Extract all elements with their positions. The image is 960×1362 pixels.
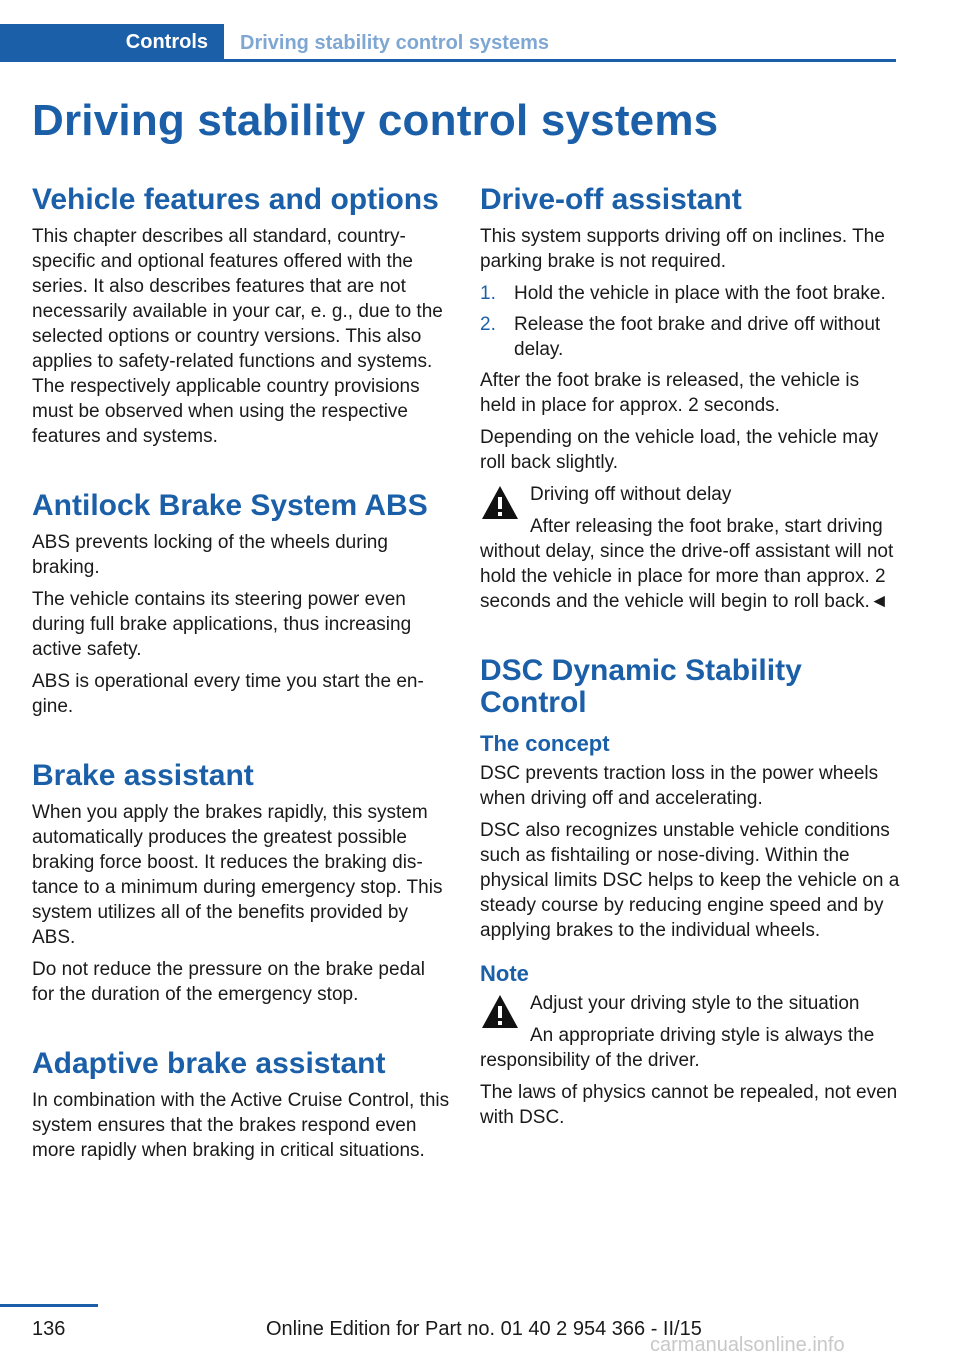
warning-text: After releasing the foot brake, start driving without delay, since the drive-off assistant will not hold the vehicle in place for more than approx. 2 seconds and the vehicle will begin to roll back.◄ bbox=[480, 516, 894, 612]
edition-text: Online Edition for Part no. 01 40 2 954 366 - II/15 bbox=[266, 1318, 702, 1340]
heading-brake-assistant: Brake assistant bbox=[32, 759, 254, 792]
warning-box bbox=[480, 991, 900, 1073]
watermark: carmanualsonline.info bbox=[650, 1334, 845, 1356]
paragraph: In combination with the Active Cruise Control, this system ensures that the brakes respond even more rapidly when braking in critical situations. bbox=[32, 1090, 450, 1161]
warning-triangle-icon bbox=[480, 993, 520, 1031]
warning-triangle-icon bbox=[480, 484, 520, 522]
right-column bbox=[480, 184, 900, 1137]
heading-abs: Antilock Brake System ABS bbox=[32, 489, 428, 522]
subheading-note: Note bbox=[480, 961, 529, 986]
page-title: Driving stability control systems bbox=[32, 96, 719, 145]
list-item-number: 1. bbox=[480, 283, 496, 304]
warning-title: Driving off without delay bbox=[530, 484, 732, 505]
warning-title: Adjust your driving style to the situation bbox=[530, 993, 860, 1014]
paragraph: Depending on the vehicle load, the vehicle may roll back slightly. bbox=[480, 427, 879, 473]
paragraph: DSC prevents traction loss in the power wheels when driving off and accelerating. bbox=[480, 763, 879, 809]
paragraph: When you apply the brakes rapidly, this system automatically produces the greatest possible braking force boost. It reduces the braking distance to a minimum during emergency stop. This system utilizes all of the benefits provided by ABS. bbox=[32, 802, 443, 948]
header-rule bbox=[224, 59, 896, 62]
paragraph: DSC also recognizes unstable vehicle conditions such as fishtailing or nose-diving. Within the physical limits DSC helps to keep the vehicle on a steady course by reducing engine speed and by applying brakes to the individual wheels. bbox=[480, 820, 900, 941]
heading-adaptive-brake-assistant: Adaptive brake assistant bbox=[32, 1047, 386, 1080]
paragraph: ABS is operational every time you start the engine. bbox=[32, 671, 424, 717]
paragraph: This system supports driving off on inclines. The parking brake is not required. bbox=[480, 226, 885, 272]
steps-list bbox=[480, 281, 900, 362]
heading-vehicle-features: Vehicle features and options bbox=[32, 183, 439, 216]
list-item-number: 2. bbox=[480, 314, 496, 335]
page-header bbox=[0, 0, 960, 64]
paragraph: The laws of physics cannot be repealed, not even with DSC. bbox=[480, 1082, 898, 1128]
warning-box bbox=[480, 482, 900, 614]
paragraph: Do not reduce the pressure on the brake pedal for the duration of the emergency stop. bbox=[32, 959, 425, 1005]
left-column bbox=[32, 184, 450, 1170]
heading-drive-off-assistant: Drive-off assistant bbox=[480, 183, 742, 216]
paragraph: This chapter describes all standard, country-specific and optional features offered with the series. It also describes features that are not necessarily available in your car, e. g., due to the selected options or country versions. This also applies to safety-related functions and systems. The respectively applicable country provisions must be observed when using the respective features and systems. bbox=[32, 226, 443, 447]
header-chapter-label: Driving stability control systems bbox=[240, 32, 549, 54]
list-item-text: Release the foot brake and drive off without delay. bbox=[514, 314, 881, 360]
list-item bbox=[480, 312, 900, 362]
page-number: 136 bbox=[32, 1318, 66, 1340]
paragraph: ABS prevents locking of the wheels during braking. bbox=[32, 532, 388, 578]
header-section-label: Controls bbox=[125, 31, 208, 53]
list-item bbox=[480, 281, 900, 306]
paragraph: The vehicle contains its steering power even during full brake applications, thus increasing active safety. bbox=[32, 589, 412, 660]
list-item-text: Hold the vehicle in place with the foot brake. bbox=[514, 283, 886, 304]
heading-dsc: DSC Dynamic Stability Control bbox=[480, 654, 802, 719]
subheading-concept: The concept bbox=[480, 731, 610, 756]
footer-rule bbox=[0, 1304, 98, 1307]
paragraph: After the foot brake is released, the vehicle is held in place for approx. 2 seconds. bbox=[480, 370, 860, 416]
warning-text: An appropriate driving style is always the responsibility of the driver. bbox=[480, 1025, 875, 1071]
